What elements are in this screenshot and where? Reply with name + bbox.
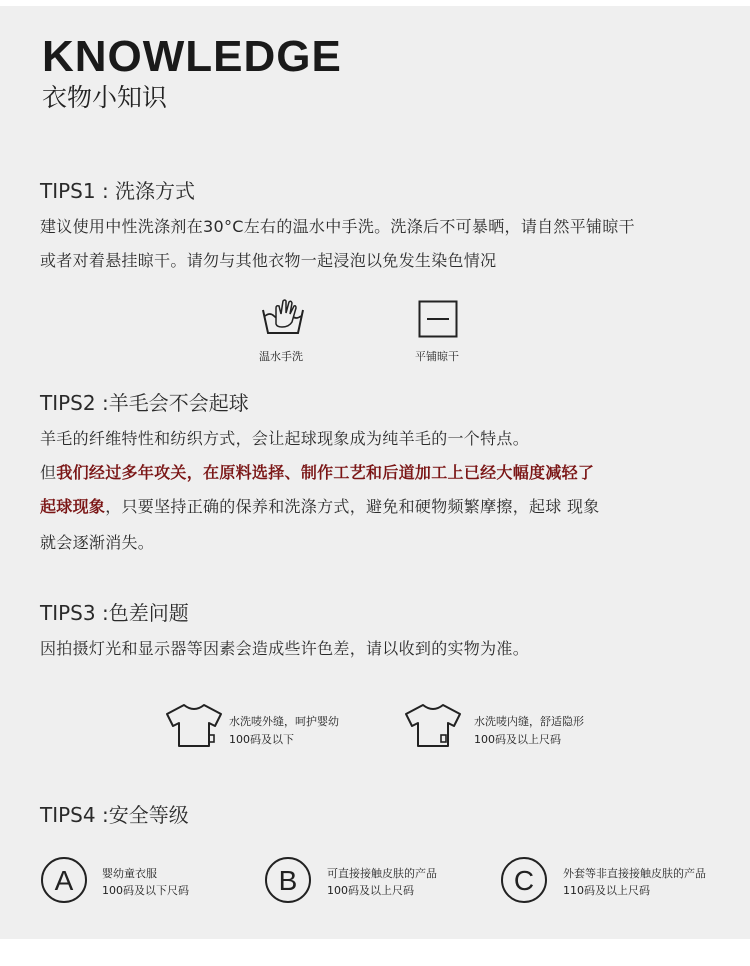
safety-level-c-icon xyxy=(500,856,548,904)
page-title: KNOWLEDGE xyxy=(42,32,342,81)
page-subtitle: 衣物小知识 xyxy=(42,83,168,112)
hand-wash-label: 温水手洗 xyxy=(259,350,303,363)
tips2-text-line3 xyxy=(40,496,600,518)
tips1-text-line2: 或者对着悬挂晾干。请勿与其他衣物一起浸泡以免发生染色情况 xyxy=(40,251,497,270)
tips2-title: TIPS2 :羊毛会不会起球 xyxy=(40,391,249,415)
safety-level-b-letter: B xyxy=(278,865,298,896)
tshirt-outer-seam-line2: 100码及以下 xyxy=(229,733,294,746)
safety-level-c-letter: C xyxy=(513,865,535,896)
tips2-text-line4: 就会逐渐消失。 xyxy=(40,533,155,552)
safety-level-a-letter: A xyxy=(54,865,74,896)
tips3-text-line1: 因拍摄灯光和显示器等因素会造成些许色差，请以收到的实物为准。 xyxy=(40,639,530,658)
tshirt-inner-seam-line1: 水洗唛内缝，舒适隐形 xyxy=(474,715,584,728)
safety-level-b-icon xyxy=(264,856,312,904)
safety-level-c-line2: 110码及以上尺码 xyxy=(563,884,650,897)
tshirt-outer-seam-line1: 水洗唛外缝，呵护婴幼 xyxy=(229,715,339,728)
hand-wash-icon xyxy=(259,294,307,340)
safety-level-b-line2: 100码及以上尺码 xyxy=(327,884,414,897)
tips1-title: TIPS1 : 洗涤方式 xyxy=(40,179,196,203)
safety-level-c-line1: 外套等非直接接触皮肤的产品 xyxy=(563,867,706,880)
safety-level-b-line1: 可直接接触皮肤的产品 xyxy=(327,867,437,880)
tshirt-inner-seam-icon xyxy=(404,702,462,748)
tips2-text-line1: 羊毛的纤维特性和纺织方式，会让起球现象成为纯羊毛的一个特点。 xyxy=(40,429,530,448)
safety-level-a-line2: 100码及以下尺码 xyxy=(102,884,189,897)
dry-flat-icon xyxy=(418,300,458,338)
tips2-line2-prefix: 但 xyxy=(40,463,57,482)
tips1-text-line1: 建议使用中性洗涤剂在30°C左右的温水中手洗。洗涤后不可暴晒，请自然平铺晾干 xyxy=(40,217,635,236)
tshirt-inner-seam-line2: 100码及以上尺码 xyxy=(474,733,561,746)
tips4-title: TIPS4 :安全等级 xyxy=(40,803,189,827)
tips2-line3-highlight: 起球现象 xyxy=(40,497,106,516)
tshirt-outer-seam-icon xyxy=(165,702,223,748)
tips2-line3-rest: ，只要坚持正确的保养和洗涤方式，避免和硬物频繁摩擦，起球 现象 xyxy=(105,497,600,516)
dry-flat-label: 平铺晾干 xyxy=(415,350,459,363)
tips3-title: TIPS3 :色差问题 xyxy=(40,601,189,625)
safety-level-a-icon xyxy=(40,856,88,904)
tips2-text-line2 xyxy=(40,462,594,484)
safety-level-a-line1: 婴幼童衣服 xyxy=(102,867,157,880)
tips2-line2-highlight: 我们经过多年攻关，在原料选择、制作工艺和后道加工上已经大幅度减轻了 xyxy=(56,463,595,482)
